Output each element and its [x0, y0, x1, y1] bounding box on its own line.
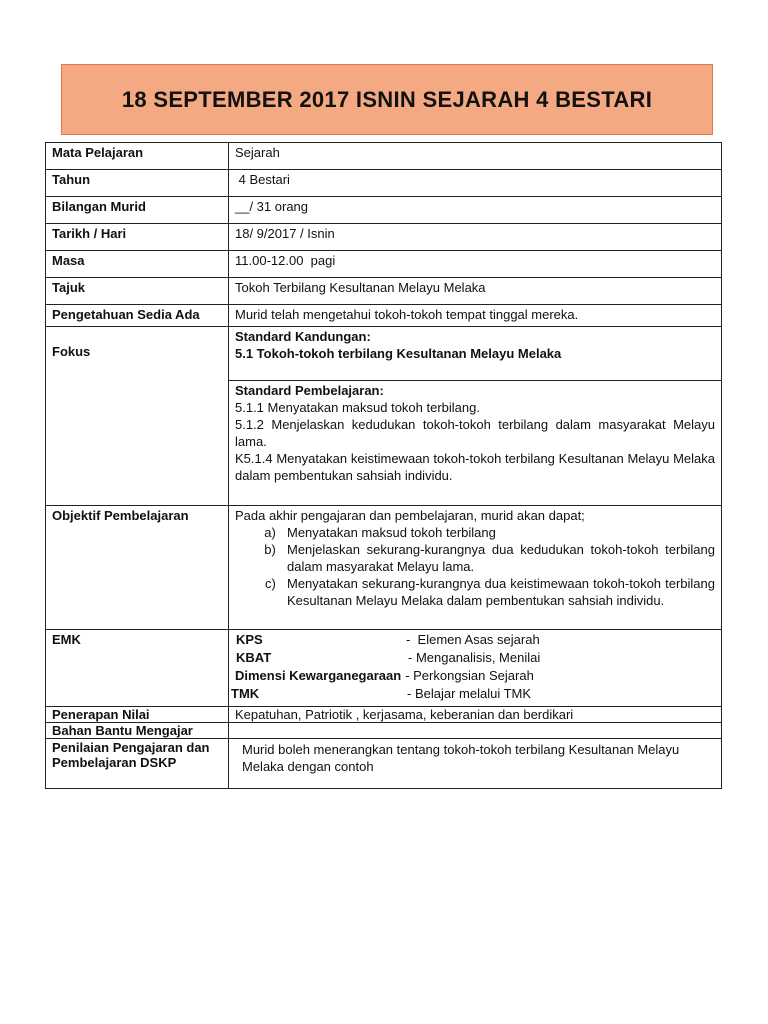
value-tarikh-hari: 18/ 9/2017 / Isnin: [229, 224, 722, 251]
label-emk: EMK: [46, 630, 229, 707]
table-row: [46, 143, 722, 170]
label-bahan-bantu: Bahan Bantu Mengajar: [46, 723, 229, 739]
list-item: b. Menjelaskan sekurang-kurangnya dua kedudukan tokoh-tokoh terbilang dalam masyarakat Melayu lama.: [283, 541, 715, 575]
emk-key: KPS: [236, 632, 263, 647]
label-tajuk: Tajuk: [46, 278, 229, 305]
emk-item: [231, 685, 715, 703]
value-mata-pelajaran: Sejarah: [229, 143, 722, 170]
sp-item: 5.1.2 Menjelaskan kedudukan tokoh-tokoh terbilang dalam masyarakat Melayu lama.: [235, 417, 715, 449]
table-row: [46, 251, 722, 278]
lesson-plan-table: [45, 142, 722, 789]
emk-key: Dimensi Kewarganegaraan: [235, 668, 402, 683]
fokus-standard-kandungan: [229, 327, 722, 381]
value-bilangan-murid: __/ 31 orang: [229, 197, 722, 224]
value-objektif: [229, 506, 722, 630]
table-row: [46, 630, 722, 707]
emk-value: - Perkongsian Sejarah: [405, 668, 534, 683]
label-tarikh-hari: Tarikh / Hari: [46, 224, 229, 251]
label-pengetahuan: Pengetahuan Sedia Ada: [46, 305, 229, 327]
list-item: a. Menyatakan maksud tokoh terbilang: [283, 524, 715, 541]
table-row: [46, 197, 722, 224]
table-row: [46, 707, 722, 723]
table-row: [46, 739, 722, 789]
table-row: [46, 723, 722, 739]
label-tahun: Tahun: [46, 170, 229, 197]
fokus-label-text: Fokus: [52, 344, 91, 359]
sk-item: 5.1 Tokoh-tokoh terbilang Kesultanan Melayu Melaka: [235, 346, 562, 361]
value-emk: [229, 630, 722, 707]
objektif-list: [235, 524, 715, 609]
label-penilaian: Penilaian Pengajaran dan Pembelajaran DSKP: [46, 739, 229, 789]
value-penerapan-nilai: Kepatuhan, Patriotik , kerjasama, keberanian dan berdikari: [229, 707, 722, 723]
label-penerapan-nilai: Penerapan Nilai: [46, 707, 229, 723]
emk-value: - Menganalisis, Menilai: [408, 650, 541, 665]
emk-key: TMK: [231, 686, 260, 701]
table-row: [46, 327, 722, 381]
table-row: [46, 305, 722, 327]
value-pengetahuan: Murid telah mengetahui tokoh-tokoh tempat tinggal mereka.: [229, 305, 722, 327]
table-row: [46, 170, 722, 197]
value-penilaian: Murid boleh menerangkan tentang tokoh-tokoh terbilang Kesultanan Melayu Melaka dengan contoh: [229, 739, 722, 789]
value-masa: 11.00-12.00 pagi: [229, 251, 722, 278]
fokus-standard-pembelajaran: [229, 381, 722, 506]
table-row: [46, 506, 722, 630]
list-item: c. Menyatakan sekurang-kurangnya dua keistimewaan tokoh-tokoh terbilang Kesultanan Melayu Melaka dalam pembentukan sahsiah individu.: [283, 575, 715, 609]
emk-value: - Elemen Asas sejarah: [406, 632, 540, 647]
label-fokus: [46, 327, 229, 506]
table-row: [46, 224, 722, 251]
sp-heading: Standard Pembelajaran:: [235, 383, 384, 398]
emk-item: [235, 631, 715, 649]
sk-heading: Standard Kandungan:: [235, 329, 371, 344]
value-tahun: 4 Bestari: [229, 170, 722, 197]
sp-item: K5.1.4 Menyatakan keistimewaan tokoh-tokoh terbilang Kesultanan Melayu Melaka dalam pembentukan sahsiah individu.: [235, 451, 715, 483]
label-masa: Masa: [46, 251, 229, 278]
label-mata-pelajaran: Mata Pelajaran: [46, 143, 229, 170]
sp-item: 5.1.1 Menyatakan maksud tokoh terbilang.: [235, 400, 480, 415]
title-banner: [61, 64, 713, 135]
objektif-intro: Pada akhir pengajaran dan pembelajaran, murid akan dapat;: [235, 508, 585, 523]
label-objektif: Objektif Pembelajaran: [46, 506, 229, 630]
value-bahan-bantu: [229, 723, 722, 739]
emk-item: [235, 649, 715, 667]
page-title: 18 SEPTEMBER 2017 ISNIN SEJARAH 4 BESTARI: [121, 86, 653, 112]
emk-item: [235, 667, 715, 685]
emk-value: - Belajar melalui TMK: [407, 686, 532, 701]
table-row: [46, 278, 722, 305]
emk-key: KBAT: [236, 650, 272, 665]
label-bilangan-murid: Bilangan Murid: [46, 197, 229, 224]
value-tajuk: Tokoh Terbilang Kesultanan Melayu Melaka: [229, 278, 722, 305]
